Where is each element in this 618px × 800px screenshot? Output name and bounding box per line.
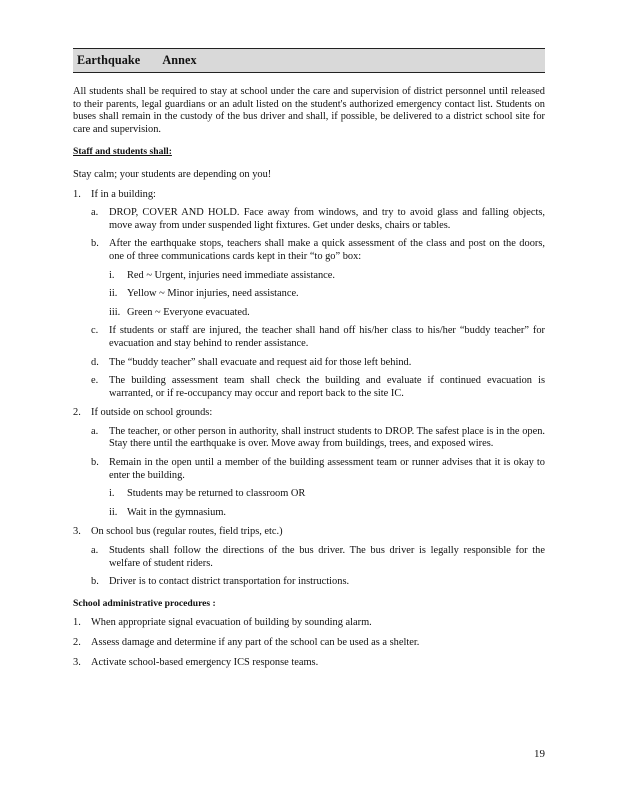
list-item-1b xyxy=(91,238,545,263)
list-text: Red ~ Urgent, injuries need immediate assistance. xyxy=(127,269,335,281)
list-marker: a. xyxy=(91,545,99,557)
list-item-1b-iii xyxy=(109,307,545,320)
list-text: If students or staff are injured, the teacher shall hand off his/her class to his/her “buddy teacher” for evacuation and stay behind to render assistance. xyxy=(109,325,545,349)
list-marker: b. xyxy=(91,238,99,250)
list-text: Wait in the gymnasium. xyxy=(127,506,227,518)
banner-title-word2: Annex xyxy=(162,53,197,67)
list-text: The “buddy teacher” shall evacuate and request aid for those left behind. xyxy=(109,356,412,368)
list-marker: ii. xyxy=(109,506,118,518)
admin-item-2 xyxy=(73,637,545,650)
page-number: 19 xyxy=(534,748,545,760)
list-item-2a xyxy=(91,426,545,451)
list-item-1d xyxy=(91,357,545,370)
list-text: On school bus (regular routes, field trips, etc.) xyxy=(91,526,283,538)
list-text: When appropriate signal evacuation of building by sounding alarm. xyxy=(91,617,372,629)
list-text: If outside on school grounds: xyxy=(91,407,213,419)
list-item-3 xyxy=(73,526,545,539)
list-text: The teacher, or other person in authority, shall instruct students to DROP. The safest place is in the open. Stay there until the earthquake is over. Move away from buildings, trees, and exposed wires. xyxy=(109,425,545,450)
list-text: If in a building: xyxy=(91,188,156,200)
list-text: Yellow ~ Minor injuries, need assistance. xyxy=(127,288,299,300)
list-marker: b. xyxy=(91,457,99,469)
list-text: Remain in the open until a member of the building assessment team or runner advises that it is okay to enter the building. xyxy=(109,457,545,481)
list-text: Green ~ Everyone evacuated. xyxy=(127,306,250,318)
list-item-3a xyxy=(91,545,545,570)
list-marker: i. xyxy=(109,269,115,281)
section-banner xyxy=(73,48,545,73)
list-text: After the earthquake stops, teachers shall make a quick assessment of the class and post on the doors, one of three communications cards kept in their “to go” box: xyxy=(109,238,545,262)
staff-students-header: Staff and students shall: xyxy=(73,146,172,158)
list-marker: 3. xyxy=(73,656,81,668)
admin-item-3 xyxy=(73,657,545,670)
document-page xyxy=(73,48,545,669)
list-item-2b xyxy=(91,457,545,482)
list-item-1c xyxy=(91,325,545,350)
admin-procedures-header: School administrative procedures : xyxy=(73,597,216,609)
list-item-1 xyxy=(73,189,545,202)
admin-item-1 xyxy=(73,617,545,630)
list-marker: 3. xyxy=(73,526,81,538)
list-item-1b-ii xyxy=(109,288,545,301)
list-text: Activate school-based emergency ICS response teams. xyxy=(91,656,319,668)
list-item-2b-i xyxy=(109,488,545,501)
list-item-1a xyxy=(91,207,545,232)
list-marker: iii. xyxy=(109,306,121,318)
list-text: Driver is to contact district transportation for instructions. xyxy=(109,576,350,588)
list-text: DROP, COVER AND HOLD. Face away from windows, and try to avoid glass and falling objects, move away from under suspended light fixtures. Get under desks, chairs or tables. xyxy=(109,207,545,231)
list-marker: c. xyxy=(91,325,99,337)
list-text: Students shall follow the directions of the bus driver. The bus driver is legally responsible for the welfare of student riders. xyxy=(109,545,545,569)
list-item-2 xyxy=(73,407,545,420)
list-item-3b xyxy=(91,576,545,589)
list-marker: d. xyxy=(91,356,99,368)
list-marker: 1. xyxy=(73,188,81,200)
list-marker: 2. xyxy=(73,407,81,419)
list-marker: i. xyxy=(109,488,115,500)
list-marker: a. xyxy=(91,425,99,437)
list-marker: e. xyxy=(91,375,99,387)
list-text: Students may be returned to classroom OR xyxy=(127,488,306,500)
list-marker: 1. xyxy=(73,617,81,629)
stay-calm-text: Stay calm; your students are depending on you! xyxy=(73,168,272,180)
banner-title-word1: Earthquake xyxy=(77,53,141,67)
list-item-1e xyxy=(91,375,545,400)
list-item-2b-ii xyxy=(109,507,545,520)
list-marker: b. xyxy=(91,576,99,588)
list-item-1b-i xyxy=(109,270,545,283)
list-text: The building assessment team shall check the building and evaluate if continued evacuation is warranted, or if re-occupancy may occur and report back to the site IC. xyxy=(109,375,545,399)
intro-paragraph: All students shall be required to stay at school under the care and supervision of district personnel until released to their parents, legal guardians or an adult listed on the student's authorized emergency contact list. Students on buses shall remain in the custody of the bus driver and shall, if possible, be delivered to a district school site for care and supervision. xyxy=(73,86,545,135)
list-marker: 2. xyxy=(73,637,81,648)
list-marker: a. xyxy=(91,207,99,219)
list-marker: ii. xyxy=(109,288,118,300)
list-text: Assess damage and determine if any part of the school can be used as a shelter. xyxy=(91,637,420,648)
